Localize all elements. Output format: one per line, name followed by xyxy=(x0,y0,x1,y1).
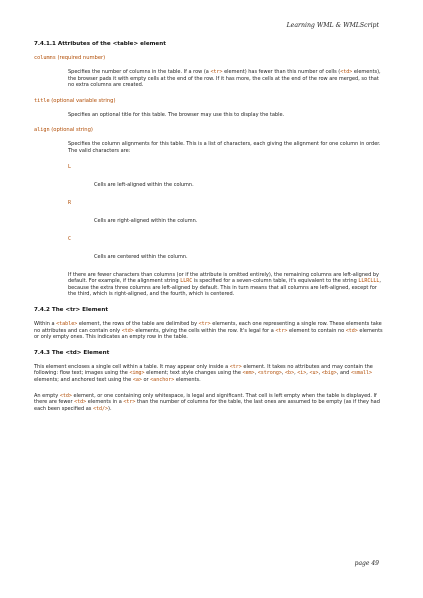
heading-tag: <tr> xyxy=(65,306,81,313)
text: elements, each one representing a single row. These elements take no attributes and can contain only xyxy=(34,320,382,334)
text: , xyxy=(318,370,322,377)
code: <tr> xyxy=(275,327,288,334)
heading-text: Element xyxy=(80,306,108,313)
code: LLRC xyxy=(180,278,193,285)
code: <td> xyxy=(340,69,353,75)
heading-tag: <table> xyxy=(112,41,139,47)
text: If there are fewer characters than columns (or if the attribute is omitted entirely), the remaining columns are left-aligned by default. For example, if the alignment string xyxy=(68,271,379,285)
text: elements in a xyxy=(86,399,124,406)
page-number: page 49 xyxy=(354,560,379,567)
align-letter-r: R xyxy=(68,199,72,206)
code: <table> xyxy=(56,320,78,327)
text: than the number of columns for the table, the last ones are assumed to be empty (as if they had each been specified as xyxy=(34,399,380,412)
code: <td> xyxy=(121,327,134,334)
text: , xyxy=(254,370,258,377)
td-paragraph-1 xyxy=(34,364,386,384)
code: <tr> xyxy=(210,69,223,75)
align-letter-r-description: Cells are right-aligned within the column. xyxy=(94,217,198,224)
code: <anchor> xyxy=(150,376,175,383)
text: or xyxy=(141,376,151,383)
text: elements), the browser pads it with empty cells at the end of the row. If it has more, the cells at the end of the row are merged, so that no extra columns are created. xyxy=(68,69,381,89)
align-default-explanation xyxy=(68,272,386,298)
text: element to contain no xyxy=(287,327,346,334)
code: <big> xyxy=(321,370,337,377)
text: , xyxy=(306,370,310,377)
code: <strong> xyxy=(257,370,282,377)
code: <b> xyxy=(285,370,295,377)
heading-7-4-1-1 xyxy=(34,41,386,48)
text: , xyxy=(294,370,298,377)
text: element; text style changes using the xyxy=(144,370,243,377)
attribute-type: (required number) xyxy=(55,55,106,61)
code: LLRCLLL xyxy=(358,278,380,285)
heading-text: element xyxy=(138,41,166,47)
heading-7-4-2 xyxy=(34,307,386,314)
align-letter-c-description: Cells are centered within the column. xyxy=(94,253,188,260)
text: , and xyxy=(336,370,351,377)
code: <i> xyxy=(297,370,307,377)
text: elements; and anchored text using the xyxy=(34,376,133,383)
attribute-name: columns xyxy=(34,55,56,61)
text: This element encloses a single cell within a table. It may appear only inside a xyxy=(34,363,230,370)
code: <a> xyxy=(132,376,142,383)
align-letter-l: L xyxy=(68,163,72,170)
text: , because the extra three columns are left-aligned by default. This in turn means that all columns are left-aligned, except for the third, which is right-aligned, and the fourth, which is centered. xyxy=(68,278,382,298)
code: <tr> xyxy=(229,363,242,370)
running-head: Learning WML & WMLScript xyxy=(286,22,379,29)
attribute-title xyxy=(34,98,386,105)
code: <td> xyxy=(59,392,72,399)
text: elements, giving the cells within the row. It's legal for a xyxy=(133,327,276,334)
heading-tag: <td> xyxy=(65,349,82,356)
page-content xyxy=(34,41,386,421)
text: element. It takes no attributes and may contain the following: flow text; images using the xyxy=(34,363,373,377)
attribute-type: (optional variable string) xyxy=(49,97,116,104)
text: ). xyxy=(108,405,112,412)
code: <em> xyxy=(242,370,255,377)
text: elements. xyxy=(174,376,201,383)
heading-text: 7.4.3 The xyxy=(34,349,66,356)
code: <td> xyxy=(345,327,358,334)
text: , xyxy=(281,370,286,377)
align-letter-c: C xyxy=(68,235,72,242)
attribute-align xyxy=(34,127,386,134)
tr-paragraph xyxy=(34,321,386,341)
td-paragraph-2 xyxy=(34,393,386,413)
heading-text: 7.4.1.1 Attributes of the xyxy=(34,41,113,47)
code: <tr> xyxy=(123,399,136,406)
attribute-columns-description xyxy=(68,69,386,89)
align-letter-l-description: Cells are left-aligned within the column. xyxy=(94,181,194,188)
code: <img> xyxy=(129,370,145,377)
text: Within a xyxy=(34,320,57,327)
text: elements or only empty ones. This indicates an empty row in the table. xyxy=(34,327,383,341)
heading-text: Element xyxy=(81,349,110,356)
text: element, or one containing only whitespace, is legal and significant. That cell is left empty when the table is displayed. If there are fewer xyxy=(34,392,377,406)
heading-7-4-3 xyxy=(34,350,386,357)
text: Specifies the number of columns in the table. If a row (a xyxy=(68,69,211,75)
code: <td/> xyxy=(92,405,109,412)
text: element) has fewer than this number of cells ( xyxy=(222,69,341,75)
attribute-columns xyxy=(34,55,386,62)
attribute-name: align xyxy=(34,127,50,134)
heading-text: 7.4.2 The xyxy=(34,306,66,313)
text: element, the rows of the table are delimited by xyxy=(77,320,199,327)
text: is specified for a seven-column table, it's equivalent to the string xyxy=(192,278,359,285)
attribute-name: title xyxy=(34,97,50,104)
attribute-type: (optional string) xyxy=(49,127,93,134)
text: An empty xyxy=(34,392,60,399)
code: <td> xyxy=(74,399,87,406)
code: <small> xyxy=(350,370,373,377)
attribute-align-description: Specifies the column alignments for this table. This is a list of characters, each giving the alignment for one column in order. The valid characters are: xyxy=(68,141,381,154)
attribute-title-description: Specifies an optional title for this table. The browser may use this to display the table. xyxy=(68,111,285,118)
code: <u> xyxy=(309,370,319,377)
code: <tr> xyxy=(198,320,211,327)
